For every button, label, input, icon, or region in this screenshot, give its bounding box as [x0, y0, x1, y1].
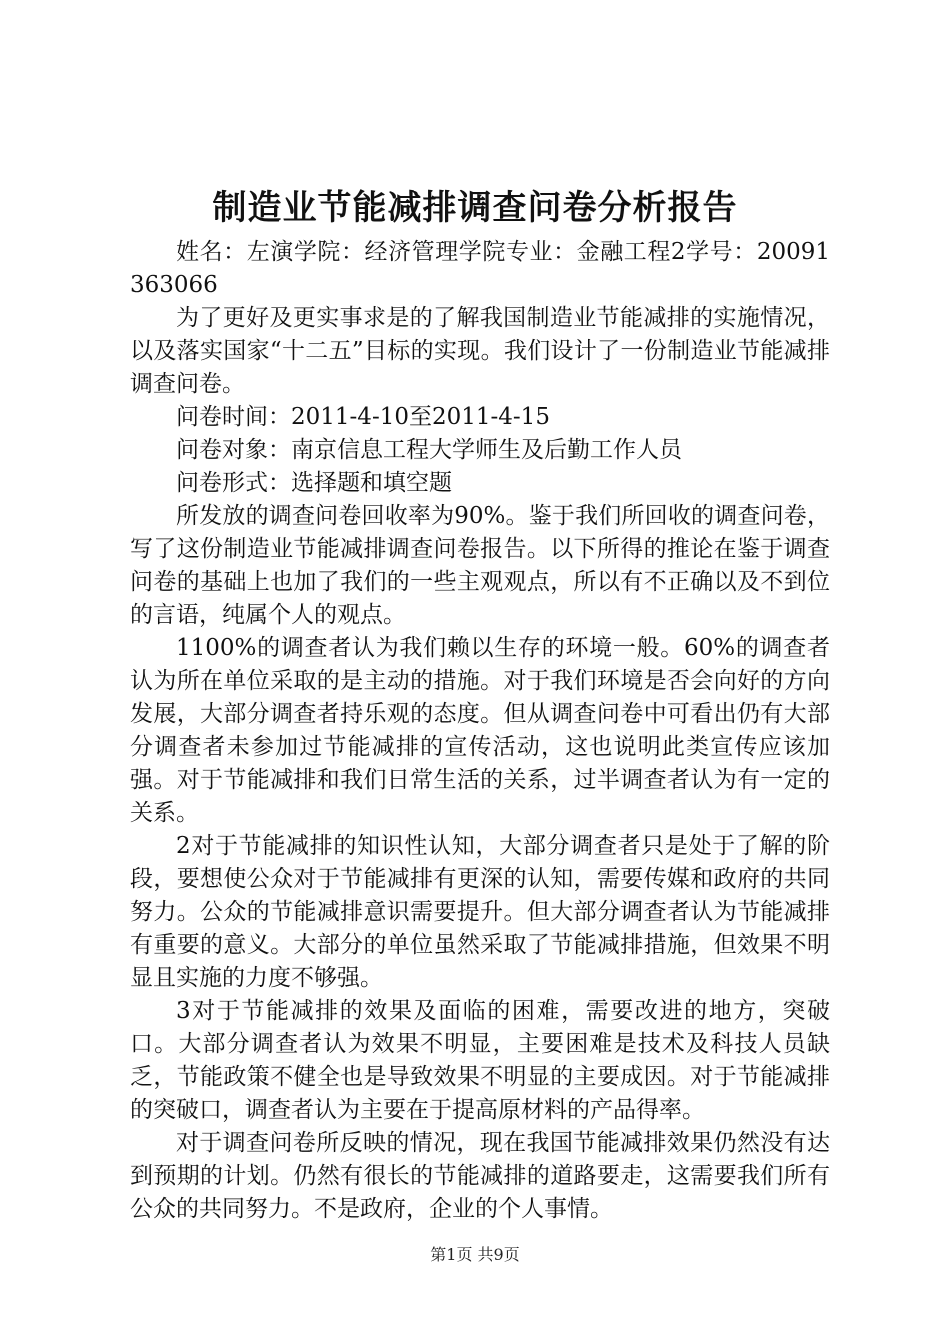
document-body [130, 236, 830, 1226]
survey-target: 问卷对象：南京信息工程大学师生及后勤工作人员 [176, 437, 682, 463]
intro-paragraph: 为了更好及更实事求是的了解我国制造业节能减排的实施情况，以及落实国家“十二五”目标的实现。我们设计了一份制造业节能减排调查问卷。 [130, 305, 830, 397]
document-title: 制造业节能减排调查问卷分析报告 [212, 188, 738, 228]
recovery-paragraph: 所发放的调查问卷回收率为90%。鉴于我们所回收的调查问卷，写了这份制造业节能减排调查问卷报告。以下所得的推论在鉴于调查问卷的基础上也加了我们的一些主观观点，所以有不正确以及不到位的言语，纯属个人的观点。 [130, 503, 830, 628]
author-info: 姓名：左演学院：经济管理学院专业：金融工程2学号：20091363066 [130, 239, 830, 298]
finding-1-paragraph: 1100%的调查者认为我们赖以生存的环境一般。60%的调查者认为所在单位采取的是主动的措施。对于我们环境是否会向好的方向发展，大部分调查者持乐观的态度。但从调查问卷中可看出仍有大部分调查者未参加过节能减排的宣传活动，这也说明此类宣传应该加强。对于节能减排和我们日常生活的关系，过半调查者认为有一定的关系。 [130, 635, 830, 826]
conclusion-paragraph: 对于调查问卷所反映的情况，现在我国节能减排效果仍然没有达到预期的计划。仍然有很长的节能减排的道路要走，这需要我们所有公众的共同努力。不是政府，企业的个人事情。 [130, 1130, 830, 1222]
finding-2-paragraph: 2对于节能减排的知识性认知，大部分调查者只是处于了解的阶段，要想使公众对于节能减排有更深的认知，需要传媒和政府的共同努力。公众的节能减排意识需要提升。但大部分调查者认为节能减排有重要的意义。大部分的单位虽然采取了节能减排措施，但效果不明显且实施的力度不够强。 [130, 833, 830, 991]
page-number-footer: 第1页 共9页 [430, 1245, 520, 1264]
survey-format: 问卷形式：选择题和填空题 [176, 470, 452, 496]
finding-3-paragraph: 3对于节能减排的效果及面临的困难，需要改进的地方，突破口。大部分调查者认为效果不明显，主要困难是技术及科技人员缺乏，节能政策不健全也是导致效果不明显的主要成因。对于节能减排的突破口，调查者认为主要在于提高原材料的产品得率。 [130, 998, 830, 1123]
survey-time: 问卷时间：2011-4-10至2011-4-15 [176, 404, 550, 430]
